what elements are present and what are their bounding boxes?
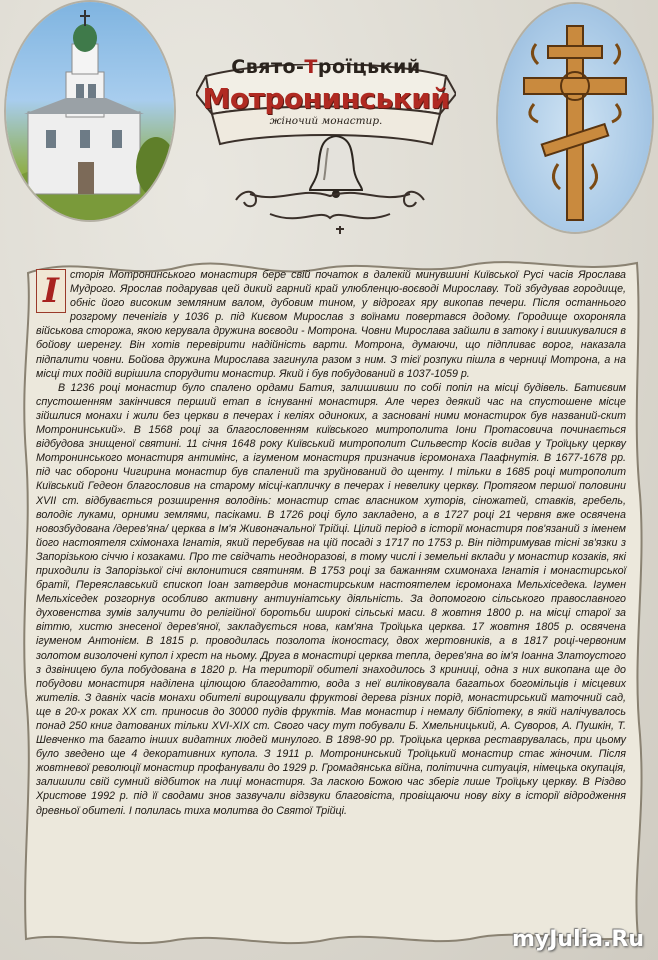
site-watermark: myJulia.Ru [511, 927, 644, 952]
church-icon [6, 2, 174, 220]
paragraph-2: В 1236 році монастир було спалено ордами Батия, залишивши по собі попіл на місці будівель. Батиєвим спустошенням закінчився перший етап в існуванні монастиря. Але через деякий час на спустошене місце зійшлися монахи і жили без церкви в печерах і келіях одиноких, а засновані ними монастирок був названий-скит Мотронинський». В 1568 році за благословенням київського митрополита Іони Протасовича починається відбудова знищеної святині. 11 січня 1648 року Київський митрополит Сильвестр Косів видав у Троїцьку церкву Мотронинського монастиря антимінс, а ігуменом монастиря призначив ієромонаха Паафнутія. В 1677-1678 рр. під час оборони Чигирина монастир був спалений та зруйнований до щенту. І тільки в 1685 році митрополит Київський Гедеон благословив на старому місці-капличку в печерах і невелику церкву. Протягом першої половини XVII ст. відбувається розширення володінь: монастир стає власником хуторів, сіножатей, ставків, гребель, володіє луками, орними землями, пасіками. В 1726 році було закладено, а в 1727 році 21 червня вже освячена новозбудована /дерев'яна/ церква в Ім'я Живоначальної Трійці. Цілий період в історії монастиря пов'язаний з іменем його настоятеля схімонаха Ігнатія, який перебував на цій посаді з 1717 по 1753 р. Він підтримував тісні зв'язки з Запорізькою січчю і козаками. Про те свідчать неодноразові, в тому числі і земельні вклади у монастир козаків, які приходили із Запорізької січі вклонитися святиням. В 1753 році за бажанням схимонаха Ігнатія і монастирської братії, Переяславський єпископ Іоан затвердив монастирським настоятелем ієромонаха Мельхіседека. Ігумен Мельхіседек розгорнув особливо активну антиуніатську діяльність. За допомогою сільського православного духовенства зумів залучити до релігійної боротьби широкі сільські маси. 8 жовтня 1800 р. на місці старої за віттю, хистю знесеної дерев'яної, закладується нова, кам'яна Троїцька церква. 17 жовтня 1805 р. освячена ігуменом Антонієм. В 1815 р. проводилась позолота іконостасу, двох жертовників, а в 1817 році-червоним золотом визолочені купол і хрест на ньому. Друга в монастирі церква тепла, дерев'яна во ім'я Іоанна Златоустого з дзвіницею була побудована в 1820 р. На території обителі знаходилось 3 криниці, одна з них викопана ще до побудови монастиря наділена цілющою благодаттю, вода з неї виліковувала багатьох богомільців і місцевих жителів. З давніх часів монахи обителі вирощували фруктові дерева різних порід, монастирський маточний сад, ще в 20-х роках ХХ ст. приносив до 30000 пудів фруктів. Мав монастир і немалу бібліотеку, в якій налічувалось понад 250 книг датованих тільки XVI-XIX ст. Свого часу тут побували Б. Хмельницький, А. Суворов, А. Пушкін, Т. Шевченко та багато інших видатних людей минулого. В 1898-90 рр. Троїцька церква реставрувалась, при цьому було зведено ще 4 декоративних купола. З 1911 р. Мотронинський Троїцький монастир стає жіночим. Після жовтневої революції монастир профанували до 1929 р. Громадянська війна, політична ситуація, німецька окупація, залишили свій сумний відбиток на лиці монастиря. За ласкою Божою час зберіг лише Троїцьку церкву. В Різдво Христове 1992 р. під її сводами знов зазвучали відзвуки благовіста, провіщаючи нову віху в історії відродження древньої обителі. І полилась тиха молитва до Святої Трійці. [36, 381, 626, 817]
church-painting [6, 2, 174, 220]
title-red-letter: Т [304, 56, 318, 78]
flourish-ornament [230, 174, 430, 234]
paragraph-1 [36, 268, 626, 381]
cross-painting [498, 4, 652, 232]
drop-cap: І [36, 269, 66, 313]
history-text [36, 268, 626, 948]
cross-icon [498, 4, 652, 232]
title-line-1: Свято-Троїцький [231, 56, 421, 78]
title-line-2: Мотронинський [202, 82, 450, 115]
title-line-3: жіночий монастир. [269, 115, 383, 127]
paragraph-1-text: сторія Мотронинського монастиря бере свій початок в далекій минувшині Київської Русі часів Ярослава Мудрого. Ярослав подарував цей дикий гарний край улюбленцю-воєводі Мирославу. Той збудував городище, обніс його високим земляним валом, дубовим тином, у відрогах яру викопав печери. Після останнього розгрому печенігів у 1036 р. під Києвом Мирослав з воїнами повертався додому. Городище охороняла військова сторожа, якою керувала дружина воєводи - Мотрона. Човни Мирослава зайшли в затоку і вишикувалися в бойову шеренгу. Він хотів перевірити надійність варти. Мотрона, думаючи, що підпливає ворог, наказала підпалити човни. Бойова дружина Мирослава загинула разом з ним. З тієї розпуки пішла в черниці Мотрона, а на місці тих подій вирішила спорудити монастир. Який і був побудований в 1037-1059 р. [36, 269, 626, 380]
